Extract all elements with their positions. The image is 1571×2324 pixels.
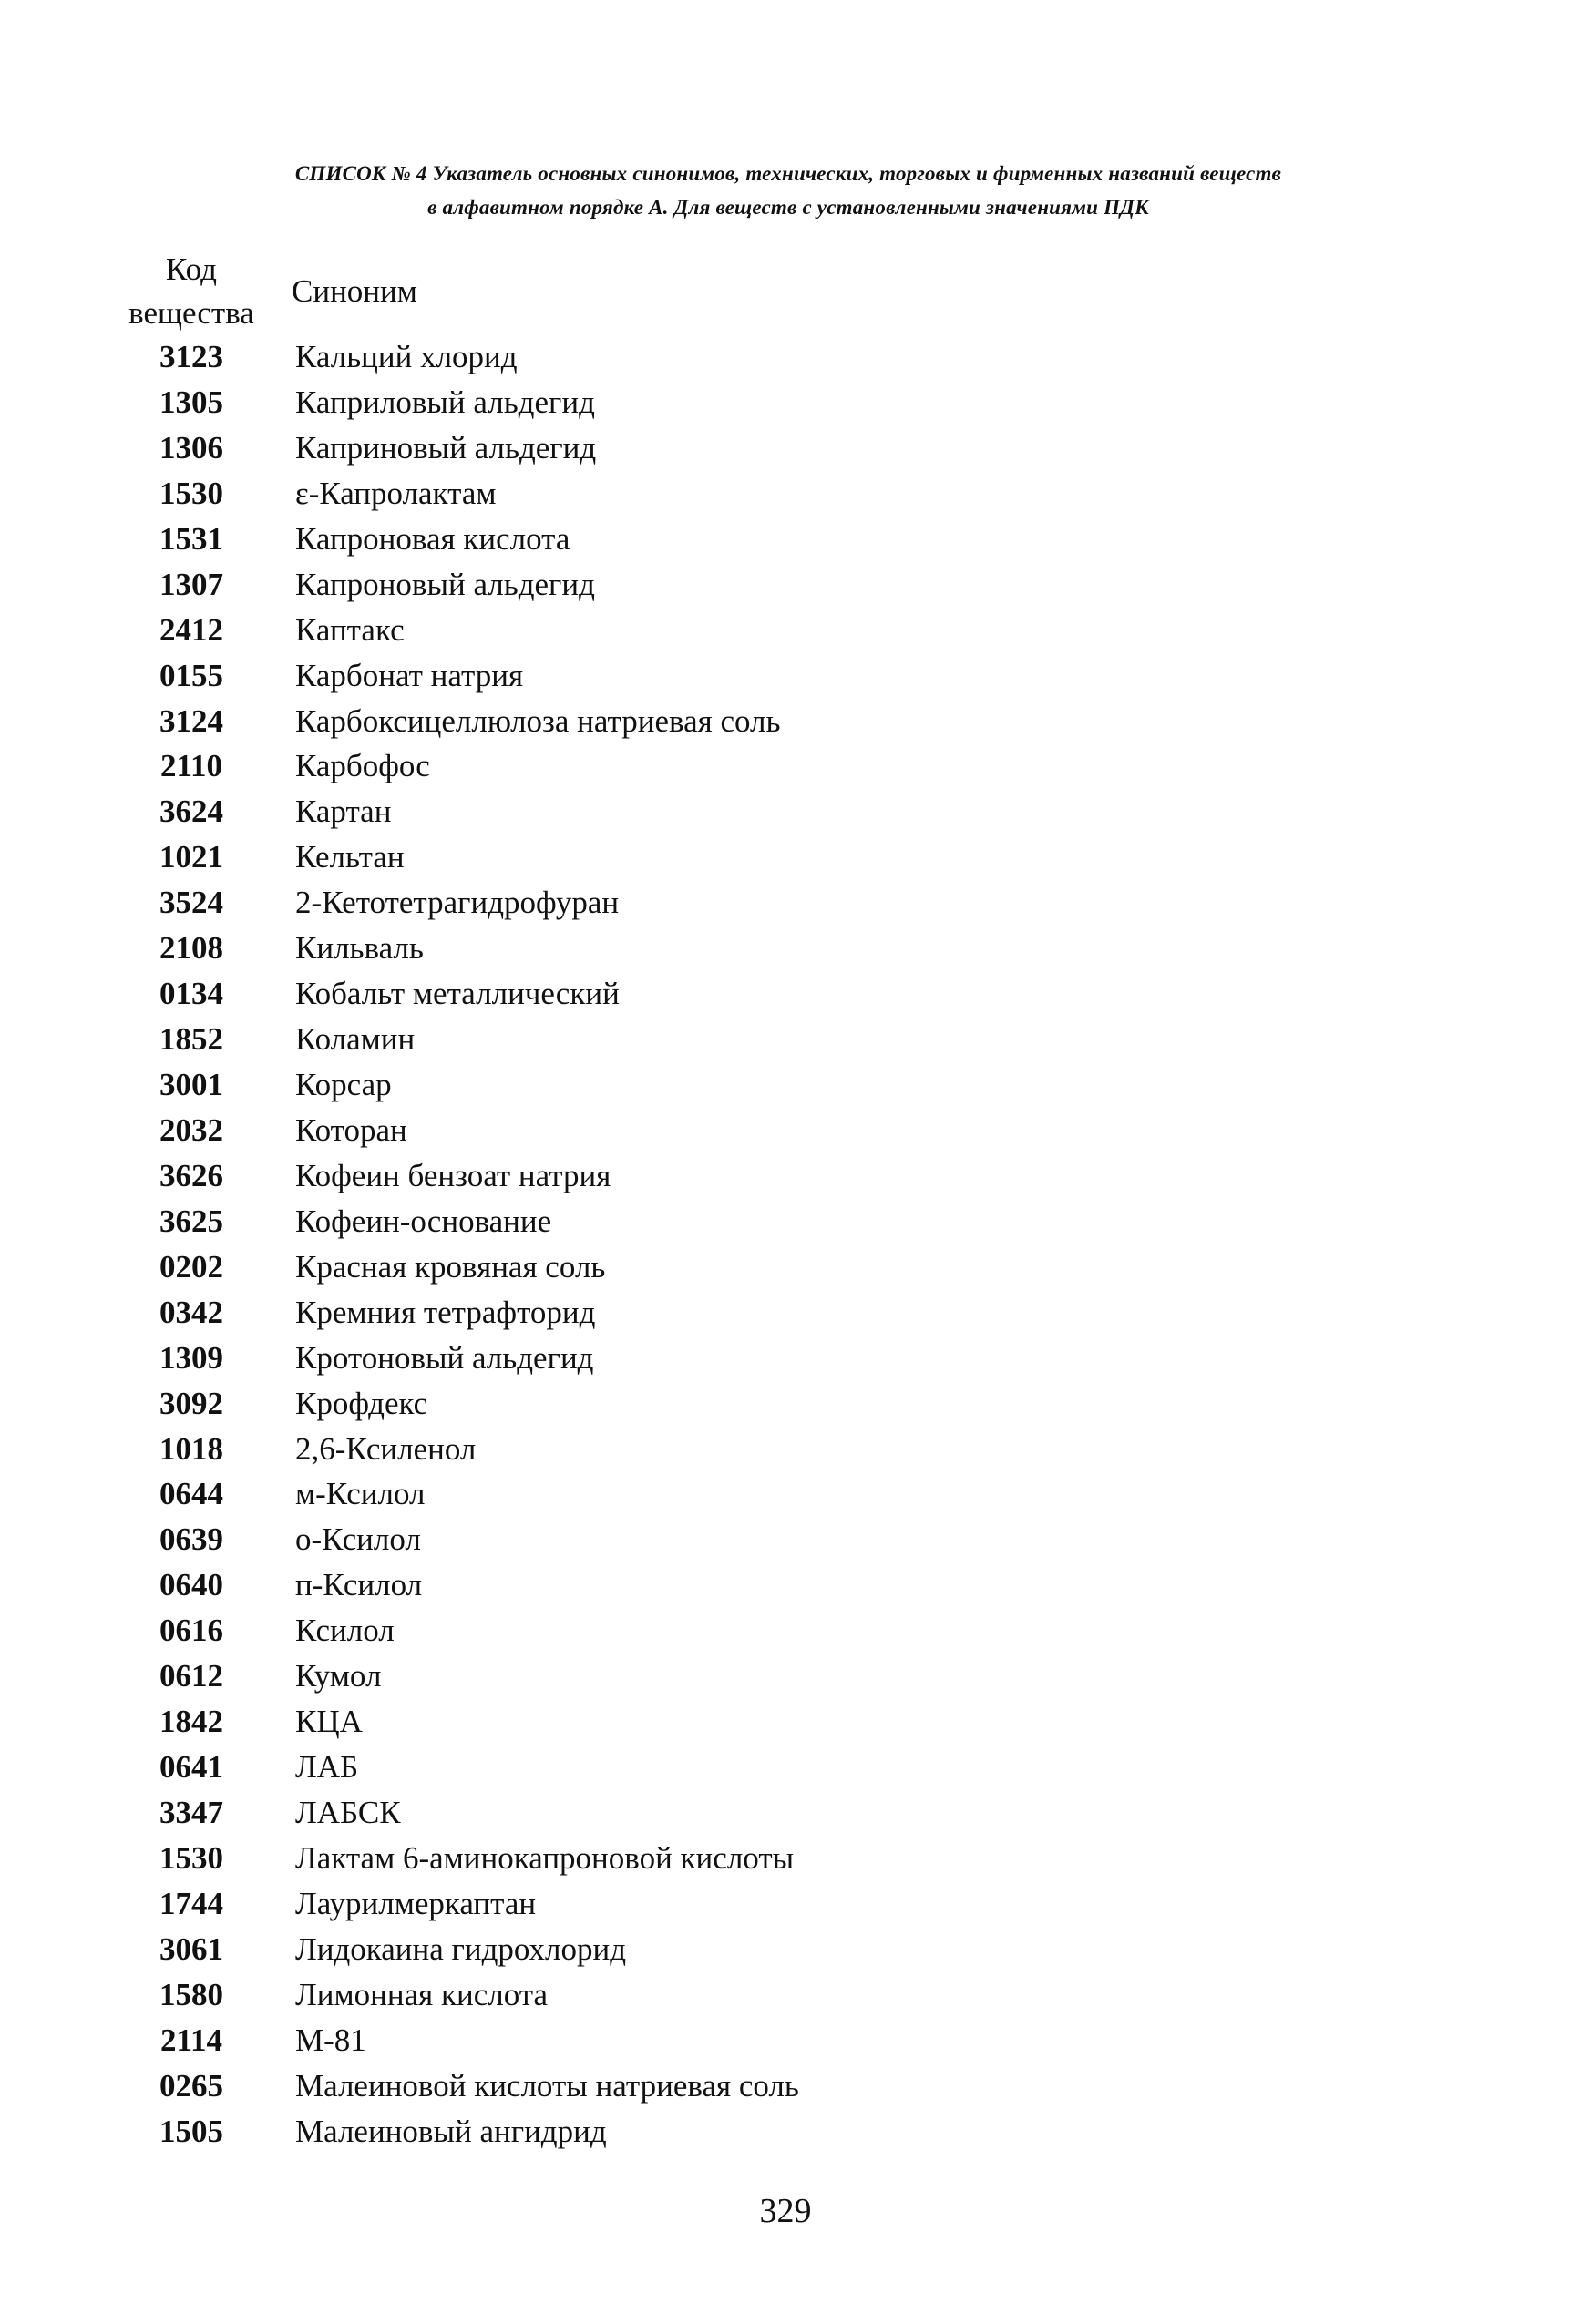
- synonym-name: Лимонная кислота: [295, 1976, 548, 2012]
- substance-code: 1842: [159, 1704, 223, 1740]
- synonym-name: ЛАБ: [295, 1749, 359, 1786]
- synonym-name: Малеиновой кислоты натриевая соль: [295, 2067, 799, 2104]
- substance-code: 3092: [159, 1385, 223, 1421]
- table-row: [109, 926, 1203, 971]
- synonym-name: Коламин: [295, 1021, 416, 1058]
- table-row: [109, 971, 1203, 1017]
- table-row: [109, 1153, 1203, 1199]
- table-row: [109, 1108, 1203, 1153]
- table-row: [109, 1745, 1203, 1790]
- table-row: [109, 1517, 1203, 1562]
- substance-code: 0265: [159, 2067, 223, 2104]
- table-row: [109, 743, 1203, 789]
- substance-code: 1505: [159, 2113, 223, 2149]
- table-row: [109, 2109, 1203, 2155]
- table-row: [109, 789, 1203, 834]
- table-row: [109, 880, 1203, 926]
- substance-code: 1530: [159, 1839, 223, 1876]
- synonym-name: ЛАБСК: [295, 1795, 401, 1830]
- synonym-name: Кобальт металлический: [295, 976, 620, 1012]
- code-column-header-line-2: вещества: [128, 295, 254, 331]
- table-row: [109, 1471, 1203, 1517]
- table-row: [109, 380, 1203, 425]
- synonym-name: Каприновый альдегид: [295, 429, 597, 466]
- synonym-name: Капроновый альдегид: [295, 566, 595, 602]
- substance-code: 1580: [159, 1976, 223, 2012]
- table-row: [109, 1608, 1203, 1653]
- synonym-name: Которан: [295, 1111, 407, 1148]
- table-row: [109, 1881, 1203, 1927]
- table-row: [109, 1062, 1203, 1108]
- code-column-header: [109, 248, 273, 335]
- page-number: 329: [759, 2192, 812, 2230]
- synonym-name: Кальций хлорид: [295, 339, 518, 374]
- substance-code: 2412: [159, 611, 223, 648]
- synonym-name: Лаурилмеркаптан: [295, 1885, 537, 1921]
- synonym-name: о-Ксилол: [295, 1521, 421, 1558]
- column-headers: [109, 248, 747, 339]
- substance-code: 0639: [159, 1521, 223, 1558]
- substance-code: 1306: [159, 429, 223, 466]
- table-row: [109, 2018, 1203, 2063]
- substance-code: 1021: [159, 839, 223, 875]
- substance-code: 3347: [159, 1795, 223, 1830]
- list-header-line-1: СПИСОК № 4 Указатель основных синонимов, технических, торговых и фирменных названий веществ: [294, 162, 1282, 185]
- synonym-name: Корсар: [295, 1067, 392, 1102]
- substance-code: 3524: [159, 885, 223, 921]
- synonym-name: Крофдекс: [295, 1385, 428, 1421]
- table-row: [109, 1836, 1203, 1881]
- table-row: [109, 1199, 1203, 1244]
- substance-code: 1018: [159, 1430, 223, 1467]
- synonym-name: Лидокаина гидрохлорид: [295, 1930, 627, 1967]
- synonym-name: Ксилол: [295, 1612, 395, 1649]
- table-row: [109, 425, 1203, 471]
- synonym-name: Кремния тетрафторид: [295, 1294, 596, 1330]
- substance-code: 1530: [159, 475, 223, 511]
- table-row: [109, 608, 1203, 653]
- synonym-name: Картан: [295, 793, 392, 830]
- substance-code: 0134: [159, 976, 223, 1012]
- table-row: [109, 1699, 1203, 1745]
- substance-code: 1307: [159, 566, 223, 602]
- substance-code: 3624: [159, 793, 223, 830]
- substance-code: 0640: [159, 1567, 223, 1603]
- substance-code: 1531: [159, 520, 223, 557]
- synonym-column-header: Синоним: [292, 273, 417, 309]
- table-row: [109, 1017, 1203, 1062]
- substance-code: 3124: [159, 702, 223, 739]
- list-header: [146, 157, 1431, 224]
- table-row: [109, 562, 1203, 608]
- synonym-name: ε-Капролактам: [295, 475, 497, 511]
- table-row: [109, 1972, 1203, 2018]
- substance-code: 1744: [159, 1885, 223, 1921]
- list-header-line-2: в алфавитном порядке А. Для веществ с установленными значениями ПДК: [427, 196, 1149, 219]
- synonym-name: п-Ксилол: [295, 1567, 423, 1603]
- substance-code: 0612: [159, 1658, 223, 1694]
- table-row: [109, 471, 1203, 517]
- synonym-name: Карбофос: [295, 748, 430, 784]
- substance-code: 0155: [159, 657, 223, 693]
- synonym-name: Красная кровяная соль: [295, 1248, 606, 1285]
- substance-code: 1305: [159, 384, 223, 420]
- synonym-name: Кротоновый альдегид: [295, 1339, 594, 1376]
- substance-code: 3123: [159, 339, 223, 374]
- table-row: [109, 517, 1203, 562]
- substance-code: 0616: [159, 1612, 223, 1649]
- substance-code: 3626: [159, 1157, 223, 1193]
- synonym-name: Лактам 6-аминокапроновой кислоты: [295, 1839, 795, 1876]
- synonym-name: Каптакс: [295, 611, 405, 648]
- synonym-name: Кофеин-основание: [295, 1203, 552, 1239]
- synonym-name: М-81: [295, 2022, 366, 2058]
- substance-code: 0641: [159, 1749, 223, 1786]
- synonym-name: Каприловый альдегид: [295, 384, 595, 420]
- substance-code: 0342: [159, 1294, 223, 1330]
- substance-code: 2108: [159, 930, 223, 967]
- substance-code: 3061: [159, 1930, 223, 1967]
- table-row: [109, 699, 1203, 744]
- substance-code: 0202: [159, 1248, 223, 1285]
- table-row: [109, 1381, 1203, 1427]
- synonym-name: 2,6-Ксиленол: [295, 1430, 477, 1467]
- table-row: [109, 1562, 1203, 1608]
- table-row: [109, 1653, 1203, 1699]
- table-row: [109, 1427, 1203, 1472]
- substance-code: 2110: [159, 748, 223, 784]
- synonym-name: Карбонат натрия: [295, 657, 524, 693]
- table-row: [109, 334, 1203, 380]
- table-row: [109, 653, 1203, 699]
- table-row: [109, 1790, 1203, 1836]
- synonym-name: Карбоксицеллюлоза натриевая соль: [295, 702, 781, 739]
- substance-code: 2032: [159, 1111, 223, 1148]
- table-row: [109, 2063, 1203, 2109]
- table-row: [109, 834, 1203, 880]
- table-row: [109, 1927, 1203, 1972]
- synonym-name: 2-Кетотетрагидрофуран: [295, 885, 620, 921]
- synonym-name: Кельтан: [295, 839, 405, 875]
- substance-code: 3001: [159, 1067, 223, 1102]
- code-column-header-line-1: Код: [166, 251, 217, 287]
- substance-code: 3625: [159, 1203, 223, 1239]
- substance-code: 1852: [159, 1021, 223, 1058]
- substance-code: 1309: [159, 1339, 223, 1376]
- synonym-name: Малеиновый ангидрид: [295, 2113, 607, 2149]
- synonym-name: Капроновая кислота: [295, 520, 570, 557]
- synonym-name: Кофеин бензоат натрия: [295, 1157, 611, 1193]
- synonym-table: [109, 334, 1203, 2155]
- substance-code: 0644: [159, 1476, 223, 1512]
- synonym-name: Кильваль: [295, 930, 424, 967]
- table-row: [109, 1336, 1203, 1381]
- table-row: [109, 1290, 1203, 1336]
- table-row: [109, 1244, 1203, 1290]
- synonym-name: м-Ксилол: [295, 1476, 426, 1512]
- substance-code: 2114: [159, 2022, 223, 2058]
- synonym-name: КЦА: [295, 1704, 363, 1740]
- synonym-name: Кумол: [295, 1658, 382, 1694]
